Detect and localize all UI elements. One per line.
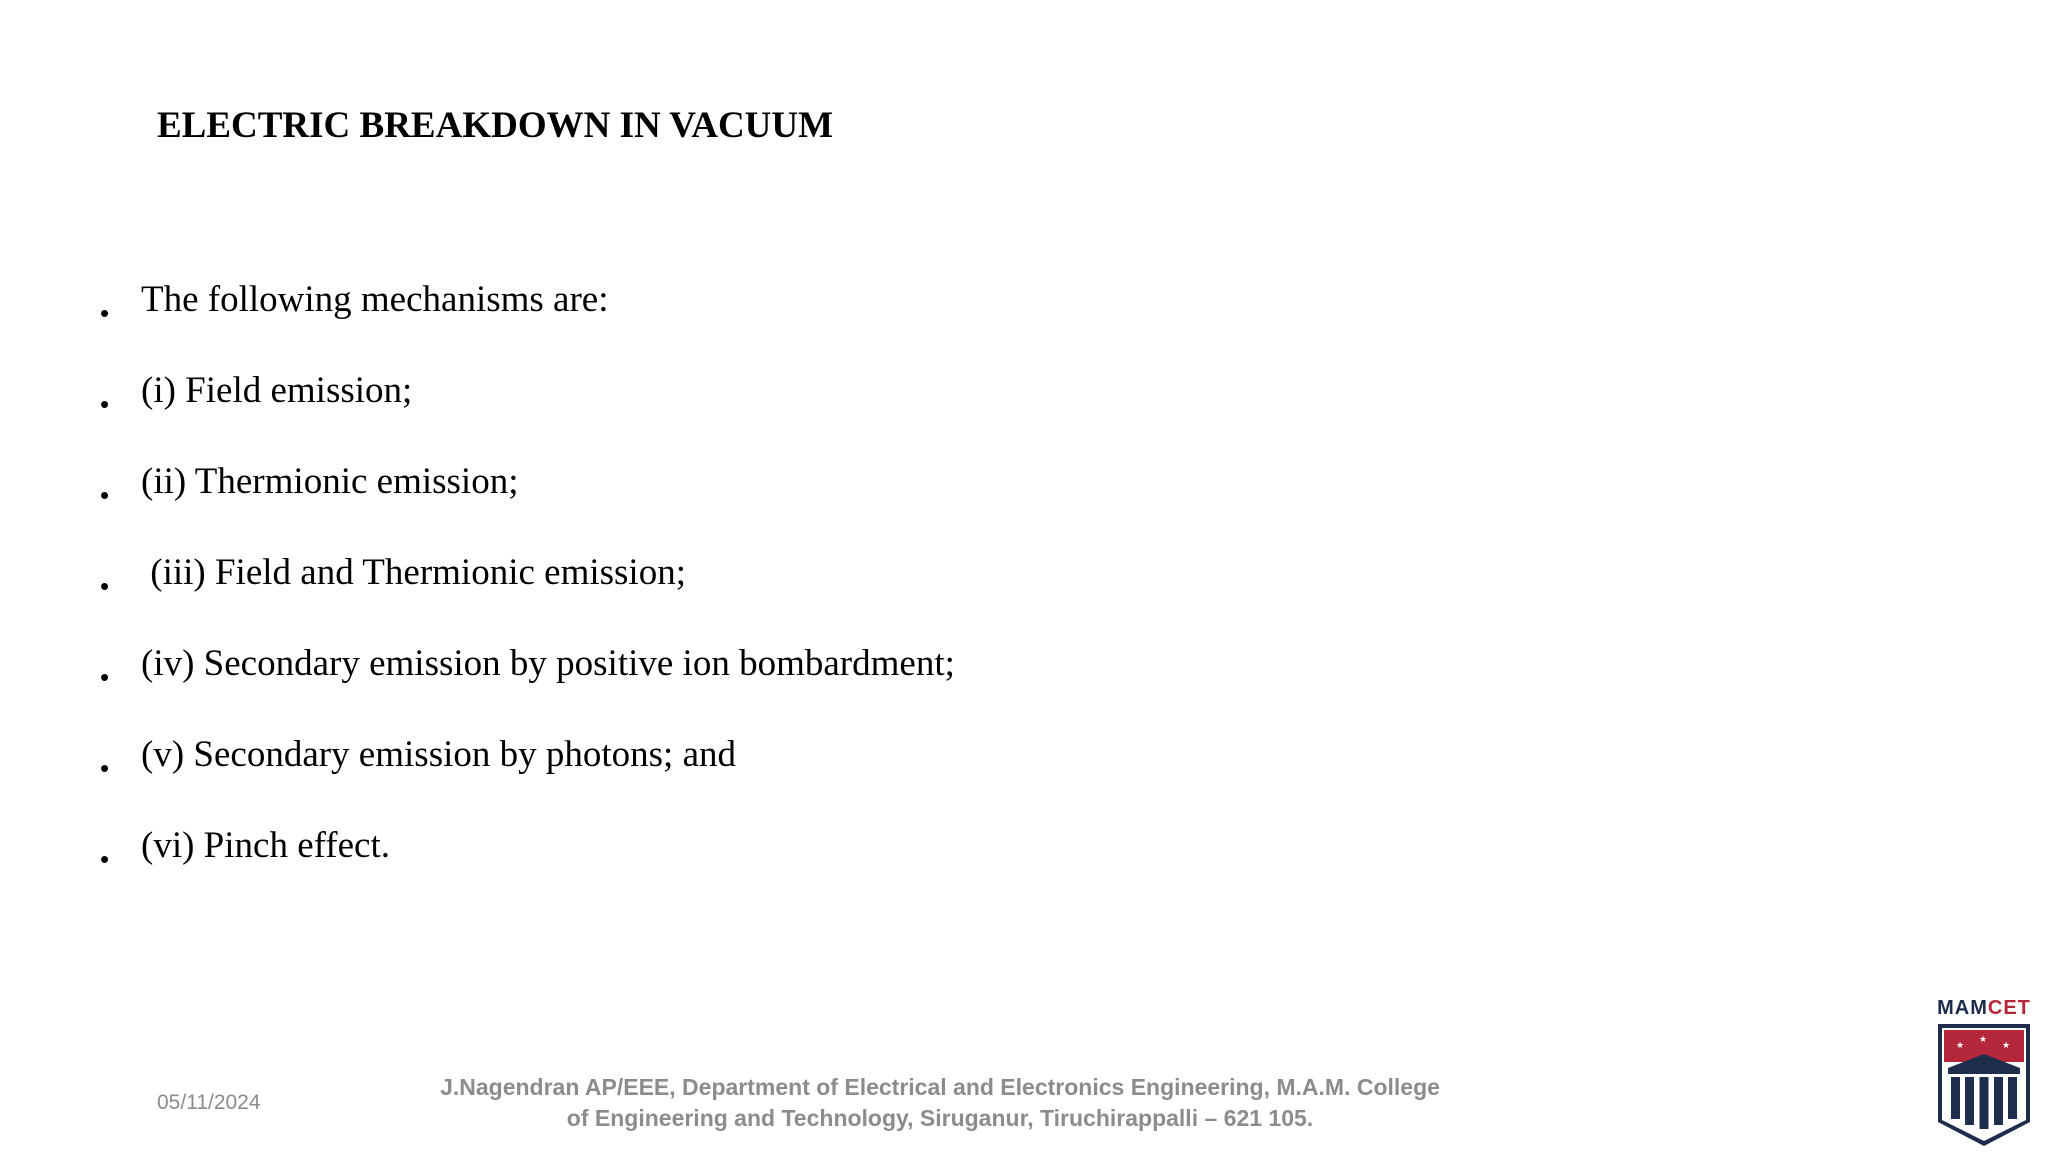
footer-credit-line-2: of Engineering and Technology, Siruganur, Tiruchirappalli – 621 105. xyxy=(566,1105,1314,1131)
slide-title: ELECTRIC BREAKDOWN IN VACUUM xyxy=(157,105,834,146)
bullet-marker: • xyxy=(100,571,110,601)
logo-wordmark xyxy=(1926,996,2042,1020)
college-crest-icon xyxy=(1934,1022,2034,1148)
bullet-text: The following mechanisms are: xyxy=(141,279,609,320)
logo-wordmark-part-2: CET xyxy=(1987,997,2031,1019)
svg-text:★: ★ xyxy=(2002,1041,2011,1051)
footer-date: 05/11/2024 xyxy=(157,1091,261,1114)
logo-wordmark-part-1: MAM xyxy=(1937,997,1988,1019)
bullet-text: (i) Field emission; xyxy=(141,370,413,411)
bullet-marker: • xyxy=(100,753,110,783)
svg-text:★: ★ xyxy=(1979,1035,1988,1045)
bullet-text: (vi) Pinch effect. xyxy=(141,825,390,866)
bullet-marker: • xyxy=(100,480,110,510)
bullet-text: (ii) Thermionic emission; xyxy=(141,461,519,502)
bullet-marker: • xyxy=(100,662,110,692)
footer-credit xyxy=(330,1072,1550,1134)
bullet-marker: • xyxy=(100,389,110,419)
bullet-marker: • xyxy=(100,298,110,328)
college-logo xyxy=(1926,996,2042,1150)
bullet-text: (iv) Secondary emission by positive ion bombardment; xyxy=(141,643,955,684)
bullet-text: (iii) Field and Thermionic emission; xyxy=(141,552,686,593)
footer-credit-line-1: J.Nagendran AP/EEE, Department of Electrical and Electronics Engineering, M.A.M. College xyxy=(440,1074,1440,1100)
bullet-marker: • xyxy=(100,844,110,874)
bullet-text: (v) Secondary emission by photons; and xyxy=(141,734,736,775)
svg-text:★: ★ xyxy=(1956,1041,1965,1051)
